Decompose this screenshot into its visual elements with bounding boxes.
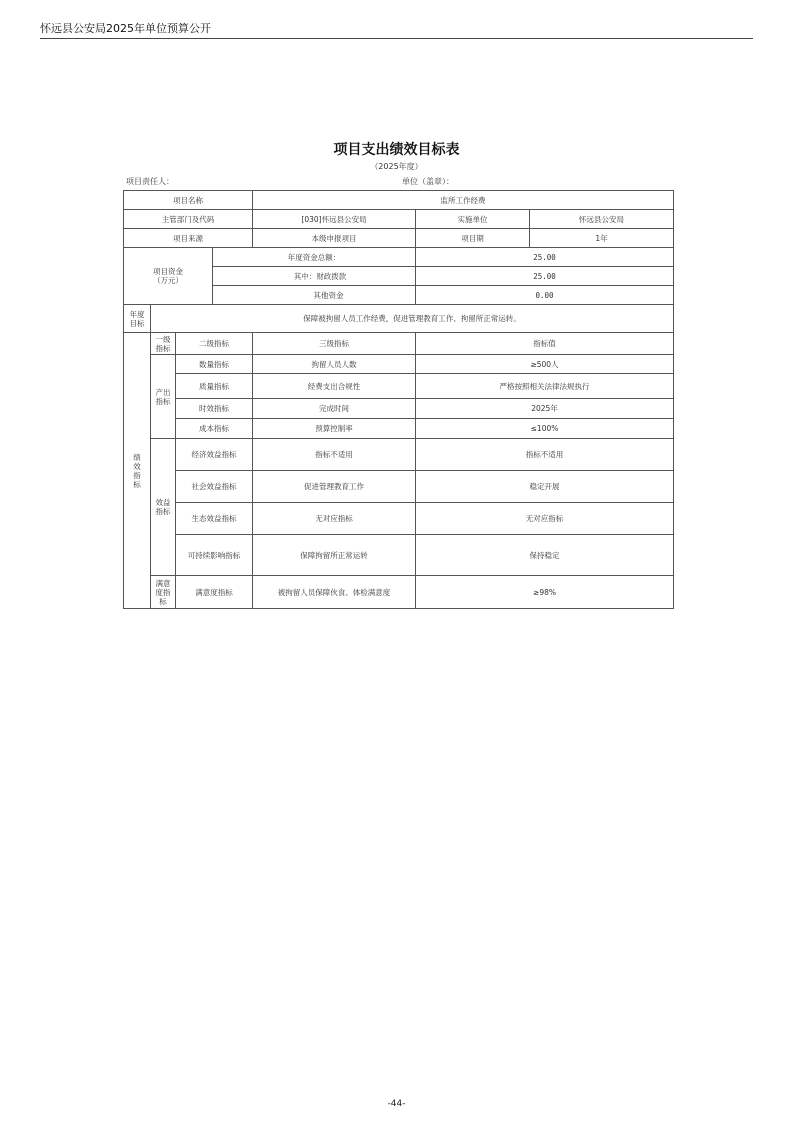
table-title: 项目支出绩效目标表 <box>333 142 460 158</box>
funds-total-value: 25.00 <box>416 248 674 267</box>
table-cell: 质量指标 <box>176 374 253 399</box>
performance-indicators-label: 绩 效 指 标 <box>124 333 151 609</box>
funds-other-label: 其他资金 <box>213 286 416 305</box>
impl-unit-label: 实施单位 <box>416 210 530 229</box>
annual-goal-label: 年度 目标 <box>124 305 151 333</box>
satisfaction-indicators-label: 满意 度指 标 <box>151 576 176 609</box>
funds-total-label: 年度资金总额： <box>213 248 416 267</box>
table-cell: 预算控制率 <box>253 419 416 439</box>
header-rule <box>40 38 753 39</box>
annual-goal-text: 保障被拘留人员工作经费，促进管理教育工作、拘留所正常运转。 <box>151 305 674 333</box>
table-cell: 生态效益指标 <box>176 503 253 535</box>
impl-unit-value: 怀远县公安局 <box>530 210 674 229</box>
table-cell: 成本指标 <box>176 419 253 439</box>
col-level2-header: 二级指标 <box>176 333 253 355</box>
output-indicators-label: 产出 指标 <box>151 355 176 439</box>
page-header: 怀远县公安局2025年单位预算公开 <box>40 22 211 35</box>
table-cell: 保障拘留所正常运转 <box>253 535 416 576</box>
table-cell: 拘留人员人数 <box>253 355 416 374</box>
col-level3-header: 三级指标 <box>253 333 416 355</box>
col-level1-header: 一级 指标 <box>151 333 176 355</box>
dept-label: 主管部门及代码 <box>124 210 253 229</box>
source-value: 本级申报项目 <box>253 229 416 248</box>
project-name-value: 监所工作经费 <box>253 191 674 210</box>
table-cell: 完成时间 <box>253 399 416 419</box>
table-cell: 促进管理教育工作 <box>253 471 416 503</box>
project-name-label: 项目名称 <box>124 191 253 210</box>
table-cell: 可持续影响指标 <box>176 535 253 576</box>
table-cell: 指标不适用 <box>416 439 674 471</box>
table-cell: 经费支出合规性 <box>253 374 416 399</box>
table-cell: 稳定开展 <box>416 471 674 503</box>
table-cell: ≥500人 <box>416 355 674 374</box>
funds-label: 项目资金 （万元） <box>124 248 213 305</box>
table-cell: ≥98% <box>416 576 674 609</box>
table-cell: 数量指标 <box>176 355 253 374</box>
period-value: 1年 <box>530 229 674 248</box>
table-cell: 满意度指标 <box>176 576 253 609</box>
table-cell: 经济效益指标 <box>176 439 253 471</box>
table-cell: 无对应指标 <box>253 503 416 535</box>
table-subtitle: （2025年度） <box>370 162 423 171</box>
responsible-label: 项目责任人： <box>126 177 174 186</box>
funds-other-value: 0.00 <box>416 286 674 305</box>
period-label: 项目期 <box>416 229 530 248</box>
funds-fiscal-value: 25.00 <box>416 267 674 286</box>
table-cell: 2025年 <box>416 399 674 419</box>
col-value-header: 指标值 <box>416 333 674 355</box>
performance-table <box>123 190 674 609</box>
source-label: 项目来源 <box>124 229 253 248</box>
table-cell: 保持稳定 <box>416 535 674 576</box>
benefit-indicators-label: 效益 指标 <box>151 439 176 576</box>
dept-value: [030]怀远县公安局 <box>253 210 416 229</box>
table-cell: 社会效益指标 <box>176 471 253 503</box>
table-cell: 指标不适用 <box>253 439 416 471</box>
table-cell: 被拘留人员保障伙食、体检满意度 <box>253 576 416 609</box>
funds-fiscal-label: 其中：财政拨款 <box>213 267 416 286</box>
page-number: -44- <box>387 1099 406 1109</box>
table-cell: 无对应指标 <box>416 503 674 535</box>
table-cell: ≤100% <box>416 419 674 439</box>
unit-label: 单位（盖章）： <box>402 177 454 186</box>
table-cell: 时效指标 <box>176 399 253 419</box>
table-cell: 严格按照相关法律法规执行 <box>416 374 674 399</box>
